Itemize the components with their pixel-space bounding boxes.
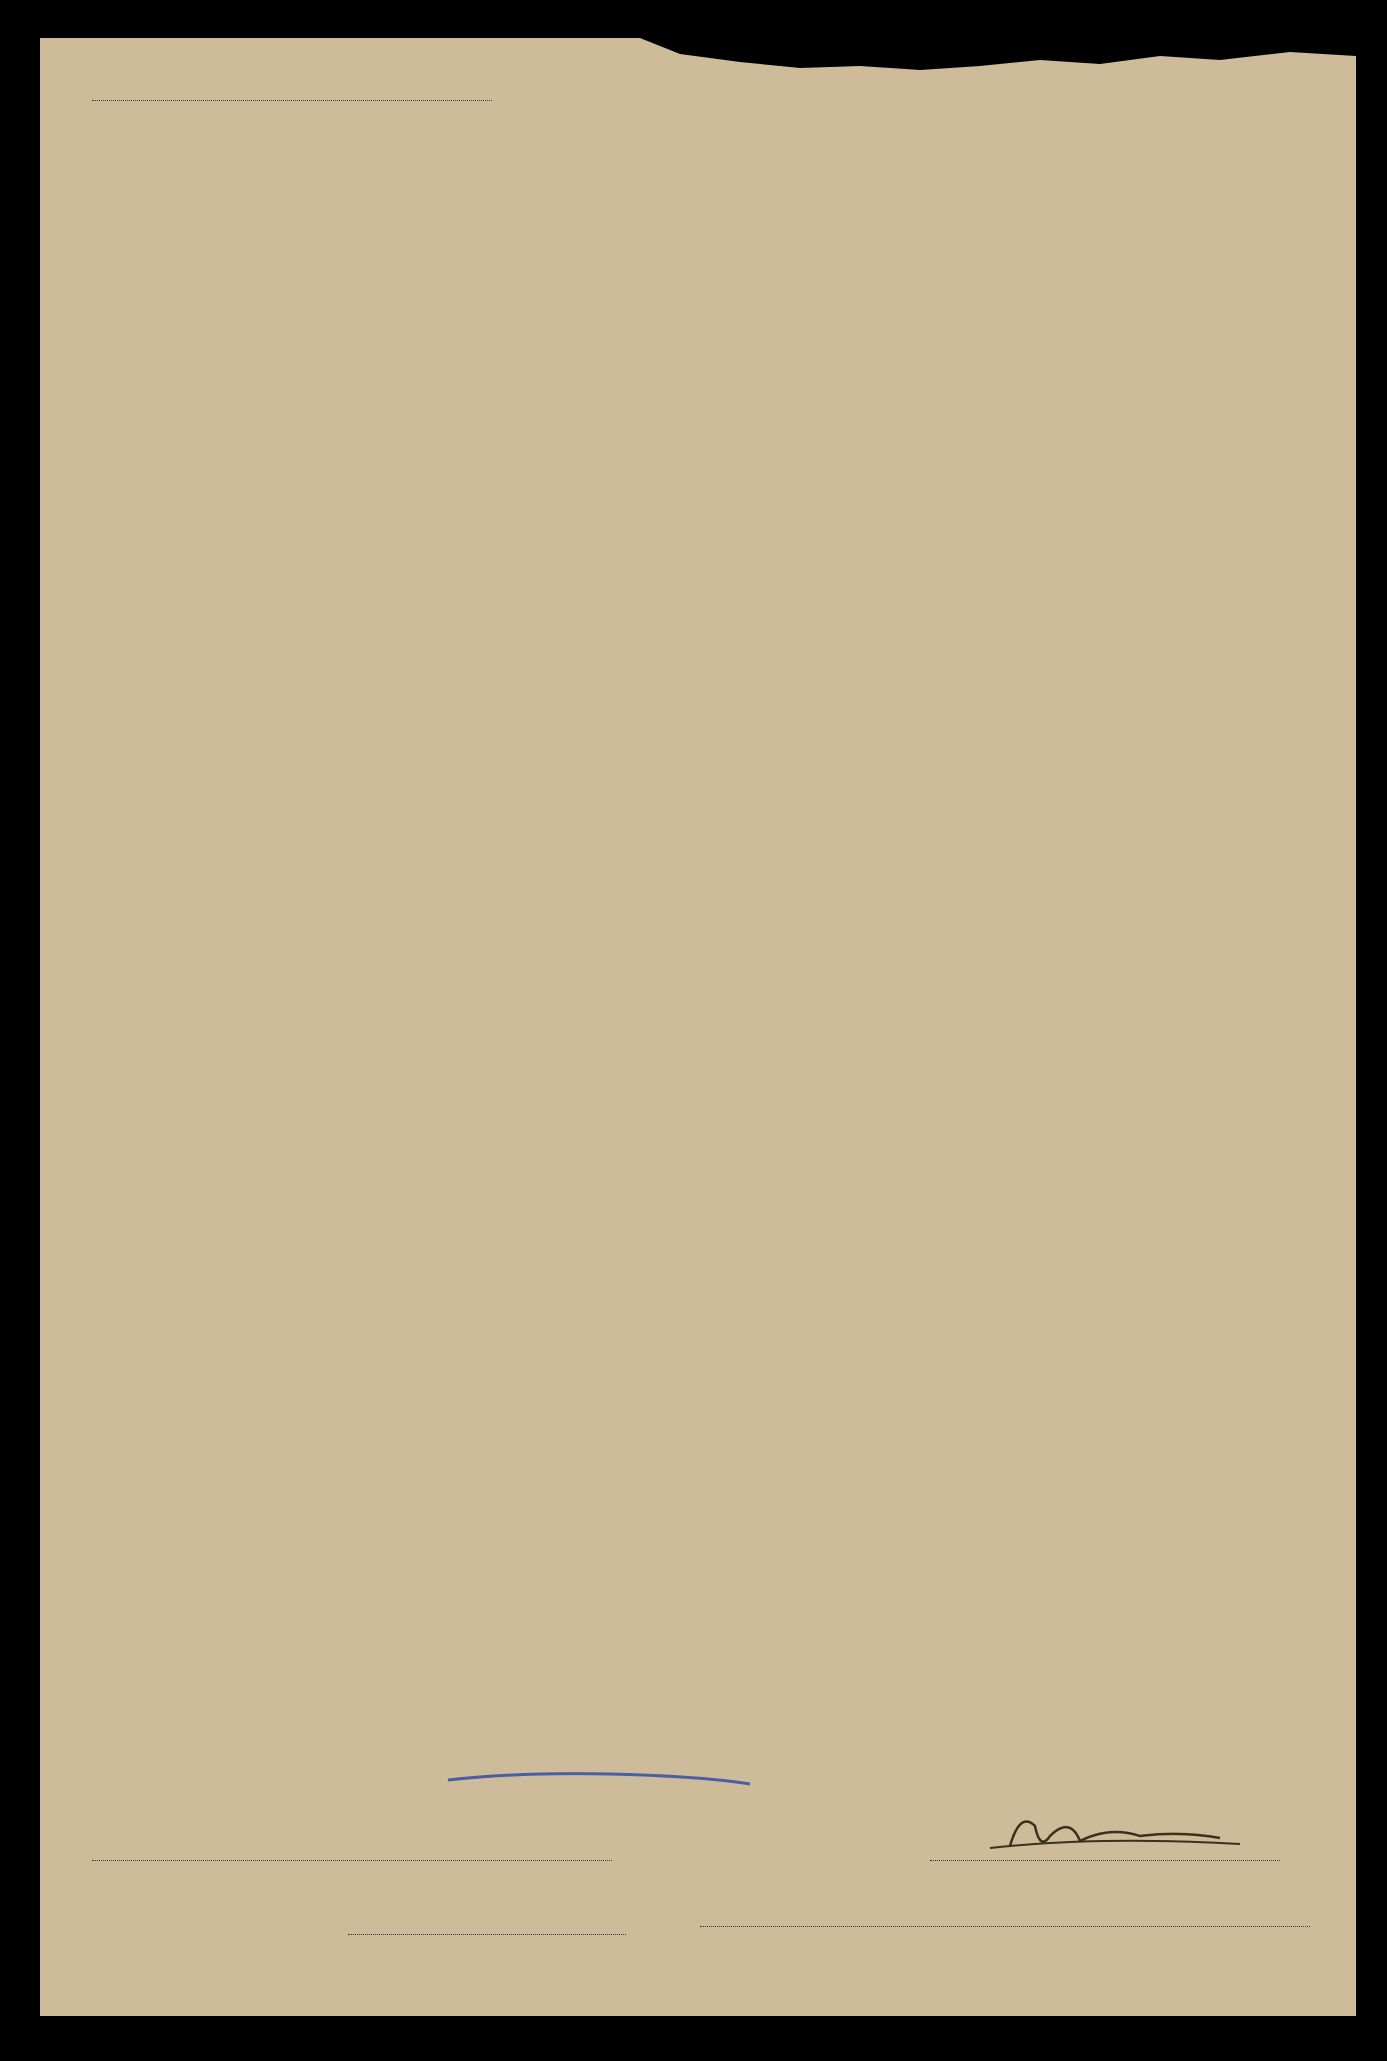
formation-line [700, 1926, 1310, 1927]
form-page [40, 38, 1356, 2016]
archive-footer [0, 2037, 1387, 2061]
form-grid [40, 38, 1356, 2016]
unit-line-bottom [92, 1860, 612, 1861]
date-line [348, 1934, 626, 1935]
signature [980, 1806, 1280, 1866]
signature-line [930, 1860, 1280, 1861]
pencil-dash [440, 1762, 760, 1792]
